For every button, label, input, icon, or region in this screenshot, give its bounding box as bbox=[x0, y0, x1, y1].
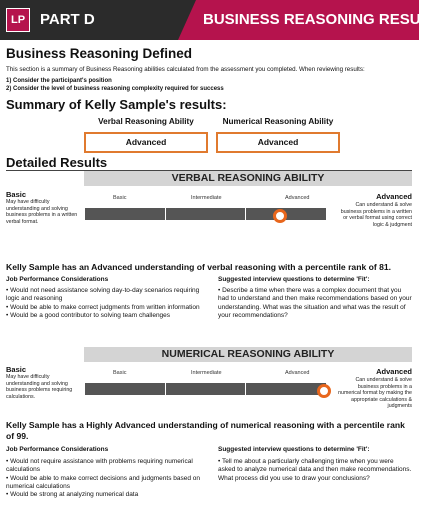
verbal-basic-description: May have difficulty understanding and solving business problems in a written verbal format. bbox=[6, 199, 78, 225]
level-label: Advanced bbox=[285, 195, 310, 201]
list-item: • Tell me about a particularly challenging time when you were asked to analyze numerical data and then make recommendations. What process did you use to draw your conclusions? bbox=[218, 458, 412, 482]
verbal-ability-label: Verbal Reasoning Ability bbox=[98, 117, 194, 126]
level-label: Intermediate bbox=[191, 195, 222, 201]
header-title: BUSINESS REASONING RESULTS bbox=[203, 11, 448, 28]
numerical-considerations-title: Job Performance Considerations bbox=[6, 446, 109, 453]
page-header bbox=[0, 0, 448, 40]
numerical-questions-title: Suggested interview questions to determine 'Fit': bbox=[218, 446, 370, 453]
bar-divider bbox=[245, 208, 246, 220]
numerical-advanced-title: Advanced bbox=[376, 367, 412, 376]
numerical-score-bar bbox=[85, 383, 326, 395]
part-label: PART D bbox=[40, 11, 95, 28]
definition-intro: This section is a summary of Business Reasoning abilities calculated from the assessment you completed. When reviewing results: bbox=[6, 66, 365, 73]
verbal-result-statement: Kelly Sample has an Advanced understanding of verbal reasoning with a percentile rank of 81. bbox=[6, 262, 392, 272]
detailed-results-title: Detailed Results bbox=[6, 155, 108, 170]
bar-divider bbox=[165, 208, 166, 220]
list-item: • Would be strong at analyzing numerical data bbox=[6, 491, 139, 499]
verbal-advanced-description: Can understand & solve business problems in a written or verbal format using correct logic & judgment bbox=[340, 202, 412, 228]
numerical-section-band: NUMERICAL REASONING ABILITY bbox=[84, 347, 412, 362]
verbal-section-band: VERBAL REASONING ABILITY bbox=[84, 171, 412, 186]
list-item: • Describe a time when there was a complex document that you had to understand and then make recommendations based on your understanding. What was the situation and what was the result of your recommendations? bbox=[218, 287, 412, 319]
level-label: Advanced bbox=[285, 370, 310, 376]
bar-divider bbox=[245, 383, 246, 395]
lp-logo: LP bbox=[6, 8, 30, 32]
verbal-considerations-list bbox=[6, 287, 211, 320]
level-label: Basic bbox=[113, 195, 127, 201]
list-item: • Would be able to make correct decisions and judgments based on numerical calculations bbox=[6, 474, 201, 490]
numerical-result-statement: Kelly Sample has a Highly Advanced understanding of numerical reasoning with a percentile rank of 99. bbox=[6, 420, 405, 441]
verbal-advanced-title: Advanced bbox=[376, 192, 412, 201]
numerical-questions-list bbox=[218, 458, 412, 483]
level-label: Intermediate bbox=[191, 370, 222, 376]
numerical-ability-label: Numerical Reasoning Ability bbox=[222, 117, 334, 126]
definition-title: Business Reasoning Defined bbox=[6, 46, 193, 61]
list-item: • Would not need assistance solving day-to-day scenarios requiring logic and reasoning bbox=[6, 287, 200, 303]
numerical-basic-description: May have difficulty understanding and solving business problems requiring calculations. bbox=[6, 374, 73, 400]
definition-point: 2) Consider the level of business reasoning complexity required for success bbox=[6, 86, 224, 92]
definition-point: 1) Consider the participant's position bbox=[6, 78, 112, 84]
verbal-score-bar bbox=[85, 208, 326, 220]
list-item: • Would be a good contributor to solving team challenges bbox=[6, 311, 171, 319]
level-label: Basic bbox=[113, 370, 127, 376]
verbal-considerations-title: Job Performance Considerations bbox=[6, 276, 109, 283]
numerical-basic-title: Basic bbox=[6, 365, 27, 374]
verbal-score-marker bbox=[273, 209, 287, 223]
list-item: • Would not require assistance with problems requiring numerical calculations bbox=[6, 458, 193, 474]
verbal-questions-list bbox=[218, 287, 412, 320]
bar-divider bbox=[165, 383, 166, 395]
verbal-basic-title: Basic bbox=[6, 190, 27, 199]
numerical-advanced-description: Can understand & solve business problems in a numerical format by making the appropriate calculations & judgments bbox=[338, 377, 412, 409]
verbal-ability-result: Advanced bbox=[84, 132, 208, 153]
numerical-score-marker bbox=[317, 384, 331, 398]
numerical-ability-result: Advanced bbox=[216, 132, 340, 153]
numerical-considerations-list bbox=[6, 458, 211, 499]
list-item: • Would be able to make correct judgments from written information bbox=[6, 303, 200, 311]
summary-title: Summary of Kelly Sample's results: bbox=[6, 97, 227, 112]
verbal-questions-title: Suggested interview questions to determine 'Fit': bbox=[218, 276, 370, 283]
